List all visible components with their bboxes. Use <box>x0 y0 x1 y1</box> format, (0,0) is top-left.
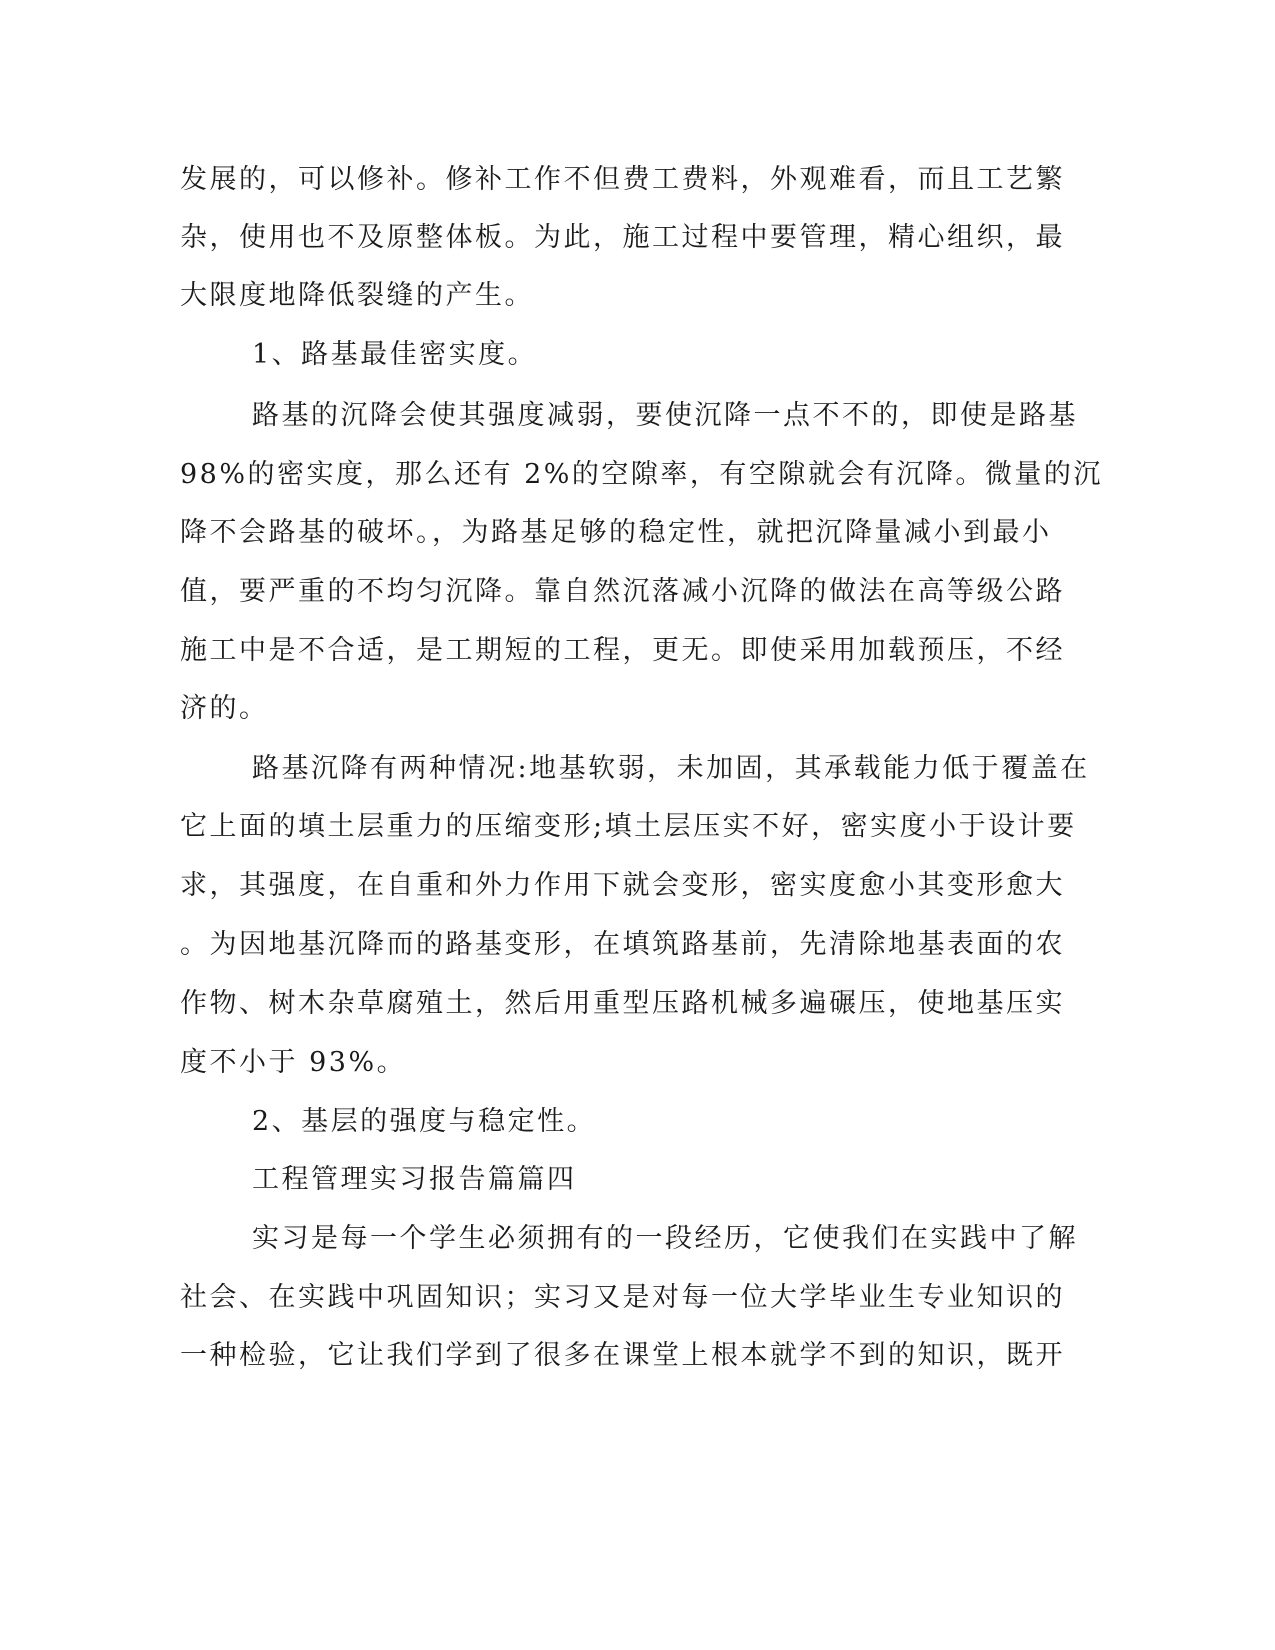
text-line: 作物、树木杂草腐殖土，然后用重型压路机械多遍碾压，使地基压实 <box>180 988 1065 1019</box>
text-line: 98%的密实度，那么还有 2%的空隙率，有空隙就会有沉降。微量的沉 <box>180 459 1103 490</box>
text-line: 降不会路基的破坏。，为路基足够的稳定性，就把沉降量减小到最小 <box>180 517 1052 548</box>
article-title: 工程管理实习报告篇篇四 <box>252 1164 577 1195</box>
text-line: 杂，使用也不及原整体板。为此，施工过程中要管理，精心组织，最 <box>180 222 1065 253</box>
text-line: 济的。 <box>180 693 269 724</box>
text-line: 求，其强度，在自重和外力作用下就会变形，密实度愈小其变形愈大 <box>180 870 1065 901</box>
paragraph-first-line: 路基沉降有两种情况:地基软弱，未加固，其承载能力低于覆盖在 <box>252 753 1090 784</box>
text-line: 社会、在实践中巩固知识；实习又是对每一位大学毕业生专业知识的 <box>180 1282 1065 1313</box>
text-line: 发展的，可以修补。修补工作不但费工费料，外观难看，而且工艺繁 <box>180 164 1065 195</box>
text-line: 施工中是不合适，是工期短的工程，更无。即使采用加载预压，不经 <box>180 635 1065 666</box>
text-line: 它上面的填土层重力的压缩变形;填土层压实不好，密实度小于设计要 <box>180 811 1077 842</box>
paragraph-first-line: 路基的沉降会使其强度减弱，要使沉降一点不不的，即使是路基 <box>252 400 1078 431</box>
section-heading: 1、路基最佳密实度。 <box>252 339 538 370</box>
section-heading: 2、基层的强度与稳定性。 <box>252 1106 597 1137</box>
text-line: 值，要严重的不均匀沉降。靠自然沉落减小沉降的做法在高等级公路 <box>180 576 1065 607</box>
paragraph-first-line: 实习是每一个学生必须拥有的一段经历，它使我们在实践中了解 <box>252 1223 1078 1254</box>
text-line: 大限度地降低裂缝的产生。 <box>180 280 534 311</box>
text-line: 。为因地基沉降而的路基变形，在填筑路基前，先清除地基表面的农 <box>180 929 1065 960</box>
text-line: 度不小于 93%。 <box>180 1047 407 1078</box>
text-line: 一种检验，它让我们学到了很多在课堂上根本就学不到的知识，既开 <box>180 1340 1065 1371</box>
